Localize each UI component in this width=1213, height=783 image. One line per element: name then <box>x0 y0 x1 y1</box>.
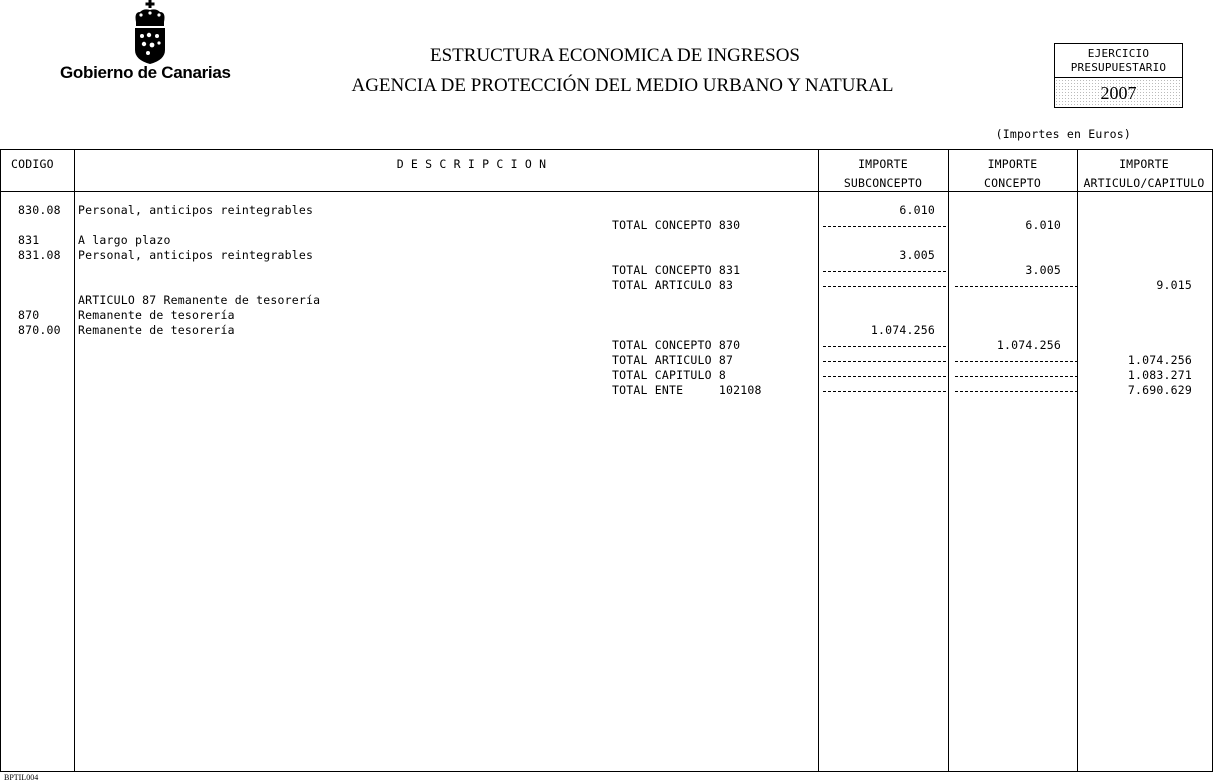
agency-title: AGENCIA DE PROTECCIÓN DEL MEDIO URBANO Y NATURAL <box>351 75 894 96</box>
org-name: Gobierno de Canarias <box>60 63 231 82</box>
row-description: ARTICULO 87 Remanente de tesorería <box>78 293 321 307</box>
dash-line <box>955 391 1078 392</box>
total-label: TOTAL ARTICULO 83 <box>612 278 734 292</box>
row-code: 870 <box>18 308 40 322</box>
row-concepto-value: 1.074.256 <box>996 338 1061 352</box>
dash-line <box>823 286 946 287</box>
row-concepto-value: 3.005 <box>1025 263 1061 277</box>
col-header-concepto-line2: CONCEPTO <box>984 176 1041 190</box>
total-label: TOTAL CONCEPTO 830 <box>612 218 741 232</box>
dash-line <box>823 226 946 227</box>
units-note: (Importes en Euros) <box>995 127 1131 141</box>
col-header-concepto <box>948 155 1077 193</box>
row-articulo-value: 1.083.271 <box>1127 368 1192 382</box>
ejercicio-box <box>1054 43 1183 108</box>
row-code: 831.08 <box>18 248 61 262</box>
col-header-articulo-line1: IMPORTE <box>1119 157 1169 171</box>
row-code: 830.08 <box>18 203 61 217</box>
total-label: TOTAL CONCEPTO 870 <box>612 338 741 352</box>
col-header-subconcepto-line2: SUBCONCEPTO <box>843 176 923 190</box>
col-header-descripcion: D E S C R I P C I O N <box>396 157 547 171</box>
dash-line <box>823 391 946 392</box>
total-label: TOTAL ARTICULO 87 <box>612 353 734 367</box>
col-header-articulo-line2: ARTICULO/CAPITULO <box>1083 176 1205 190</box>
dash-line <box>823 271 946 272</box>
row-articulo-value: 1.074.256 <box>1127 353 1192 367</box>
row-concepto-value: 6.010 <box>1025 218 1061 232</box>
row-code: 870.00 <box>18 323 61 337</box>
gobierno-canarias-logo <box>30 0 231 88</box>
dash-line <box>955 376 1078 377</box>
dash-line <box>823 346 946 347</box>
dash-line <box>823 361 946 362</box>
ejercicio-label-line1: EJERCICIO <box>1087 47 1150 60</box>
column-divider <box>74 149 75 772</box>
dash-line <box>955 286 1078 287</box>
row-subconcepto-value: 1.074.256 <box>870 323 935 337</box>
budget-table <box>0 149 1213 772</box>
total-label: TOTAL ENTE 102108 <box>612 383 762 397</box>
col-header-subconcepto-line1: IMPORTE <box>858 157 908 171</box>
col-header-subconcepto <box>818 155 948 193</box>
col-header-articulo <box>1077 155 1211 193</box>
form-code: BPTIL004 <box>4 773 39 782</box>
ejercicio-label-line2: PRESUPUESTARIO <box>1070 61 1167 74</box>
ejercicio-label <box>1055 45 1182 78</box>
dash-line <box>955 361 1078 362</box>
row-description: Remanente de tesorería <box>78 323 235 337</box>
col-header-codigo: CODIGO <box>11 157 54 171</box>
row-articulo-value: 7.690.629 <box>1127 383 1192 397</box>
column-divider <box>818 149 819 772</box>
total-label: TOTAL CAPITULO 8 <box>612 368 726 382</box>
dash-line <box>823 376 946 377</box>
total-label: TOTAL CONCEPTO 831 <box>612 263 741 277</box>
ejercicio-year: 2007 <box>1055 79 1182 107</box>
row-description: Personal, anticipos reintegrables <box>78 203 314 217</box>
coat-of-arms-icon <box>130 0 170 64</box>
col-header-concepto-line1: IMPORTE <box>987 157 1038 171</box>
row-description: Remanente de tesorería <box>78 308 235 322</box>
row-subconcepto-value: 3.005 <box>899 248 935 262</box>
row-description: Personal, anticipos reintegrables <box>78 248 314 262</box>
column-divider <box>1077 149 1078 772</box>
report-title: ESTRUCTURA ECONOMICA DE INGRESOS <box>429 45 800 66</box>
column-divider <box>948 149 949 772</box>
row-articulo-value: 9.015 <box>1156 278 1192 292</box>
row-subconcepto-value: 6.010 <box>899 203 935 217</box>
row-code: 831 <box>18 233 40 247</box>
row-description: A largo plazo <box>78 233 171 247</box>
